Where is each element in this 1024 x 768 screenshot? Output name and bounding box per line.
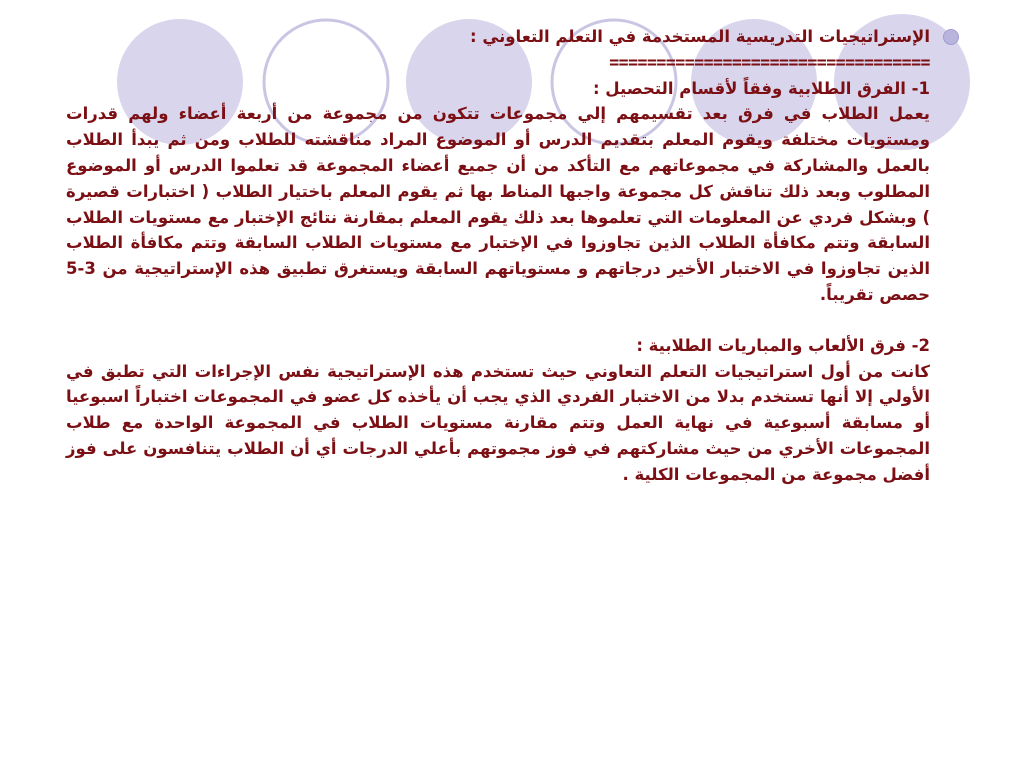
bullet-icon: [943, 29, 959, 45]
section1-heading: 1- الفرق الطلابية وفقاً لأقسام التحصيل :: [592, 78, 930, 98]
divider-line: ==================================: [609, 52, 930, 72]
section2-body: كانت من أول استراتيجيات التعلم التعاوني حيث تستخدم هذه الإستراتيجية نفس الإجراءات التي تطبق في الأولي إلا أنها تستخدم بدلا من الاختبار الفردي الذي يجب أن يأخذه كل عضو في المجموعات اختباراً اسبوعيا أو مسابقة أسبوعية في نهاية العمل وتتم مقارنة مستويات الطلاب في المجموعة الواحدة مع طلاب المجموعات الأخري من حيث مشاركتهم في فوز مجموتهم بأعلي الدرجات أي أن الطلاب يتنافسون على فوز أفضل مجموعة من المجموعات الكلية .: [66, 361, 930, 484]
section1-body: يعمل الطلاب في فرق بعد تقسيمهم إلي مجموعات تتكون من مجموعة من أربعة أعضاء ولهم قدرات ومستويات مختلفة ويقوم المعلم بتقديم الدرس أو الموضوع المراد مناقشته للطلاب ومن ثم يبدأ الطلاب بالعمل والمشاركة في مجموعاتهم مع التأكد من أن جميع أعضاء المجموعة قد تعلموا الدرس أو الموضوع المطلوب وبعد ذلك تناقش كل مجموعة واجبها المناط بها ثم يقوم المعلم باختيار الطلاب ( اختبارات قصيرة ) وبشكل فردي عن المعلومات التي تعلموها بعد ذلك يقوم المعلم بمقارنة نتائج الإختبار مع مستويات الطلاب السابقة وتتم مكافأة الطلاب الذين تجاوزوا في الإختبار مع مستويات الطلاب السابقة وتتم مكافأة الطلاب الذين تجاوزوا في الاختبار الأخير درجاتهم و مستوياتهم السابقة ويستغرق تطبيق هذه الإستراتيجية من 3-5 حصص تقريباً.: [66, 104, 930, 304]
spacer: [66, 308, 930, 333]
section2-heading: 2- فرق الألعاب والمباريات الطلابية :: [636, 335, 930, 355]
slide-content: [66, 24, 930, 488]
slide-title: الإستراتيجيات التدريسية المستخدمة في التعلم التعاوني :: [470, 27, 930, 46]
